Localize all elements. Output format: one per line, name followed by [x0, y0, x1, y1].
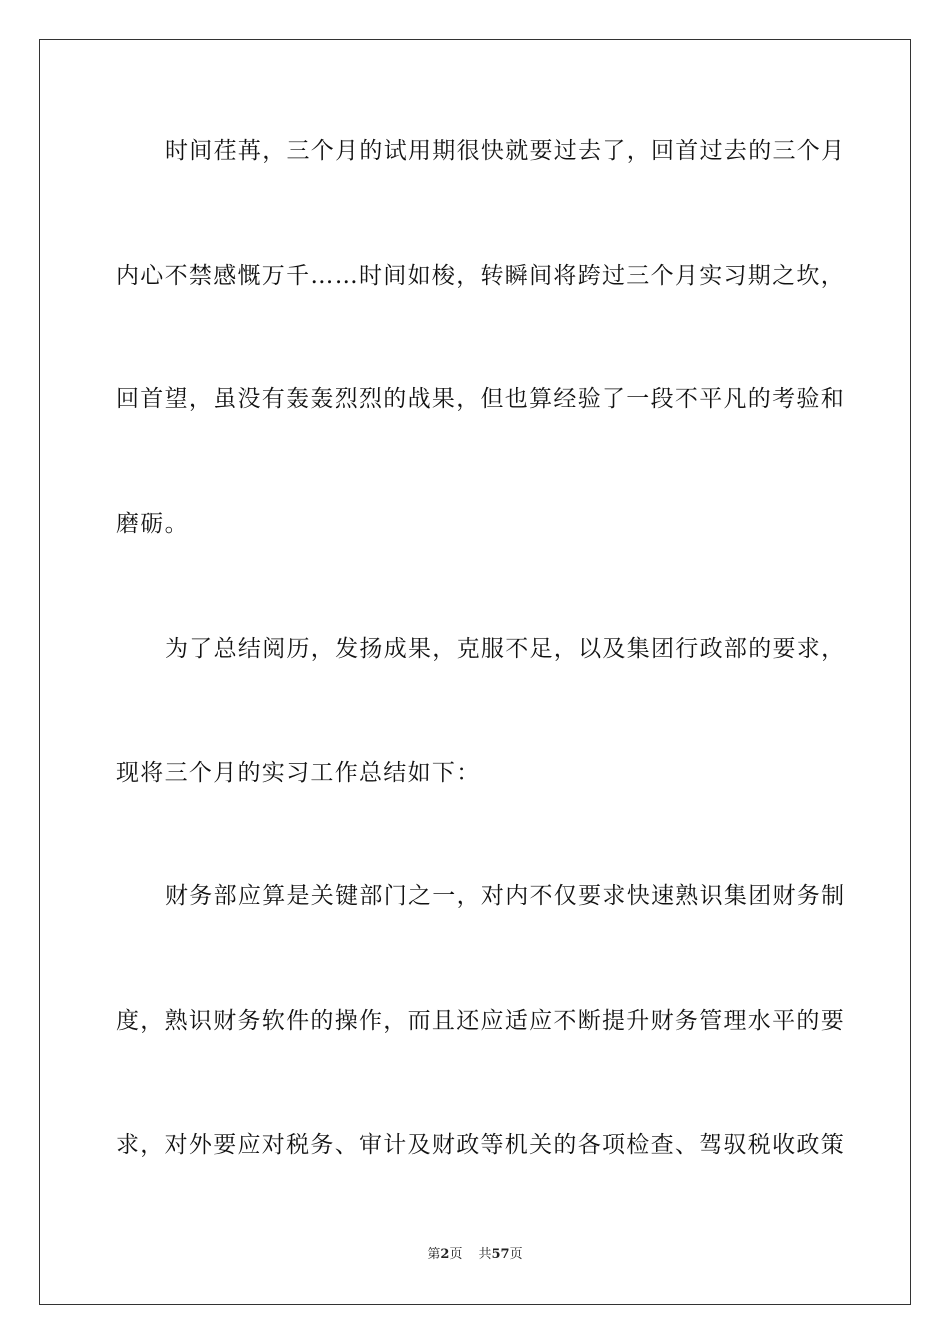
- paragraph-line: 求，对外要应对税务、审计及财政等机关的各项检查、驾驭税收政策: [116, 1132, 845, 1158]
- paragraph-line: 内心不禁感慨万千……时间如梭，转瞬间将跨过三个月实习期之坎，: [116, 263, 845, 289]
- paragraph-line: 为了总结阅历，发扬成果，克服不足，以及集团行政部的要求，: [165, 636, 846, 662]
- total-prefix: 共: [478, 1247, 492, 1262]
- page-footer: [0, 1246, 950, 1264]
- total-suffix: 页: [509, 1247, 523, 1262]
- page-prefix: 第: [427, 1247, 441, 1262]
- paragraph-line: 时间荏苒，三个月的试用期很快就要过去了，回首过去的三个月: [165, 138, 846, 164]
- page-border: [39, 39, 911, 1305]
- total-pages: 57: [491, 1247, 510, 1262]
- page-number: 2: [440, 1247, 450, 1262]
- paragraph-line: 磨砺。: [116, 511, 189, 537]
- paragraph-line: 财务部应算是关键部门之一，对内不仅要求快速熟识集团财务制: [165, 883, 846, 909]
- paragraph-line: 回首望，虽没有轰轰烈烈的战果，但也算经验了一段不平凡的考验和: [116, 386, 845, 412]
- page-suffix: 页: [449, 1247, 463, 1262]
- paragraph-line: 现将三个月的实习工作总结如下：: [116, 760, 481, 786]
- paragraph-line: 度，熟识财务软件的操作，而且还应适应不断提升财务管理水平的要: [116, 1008, 845, 1034]
